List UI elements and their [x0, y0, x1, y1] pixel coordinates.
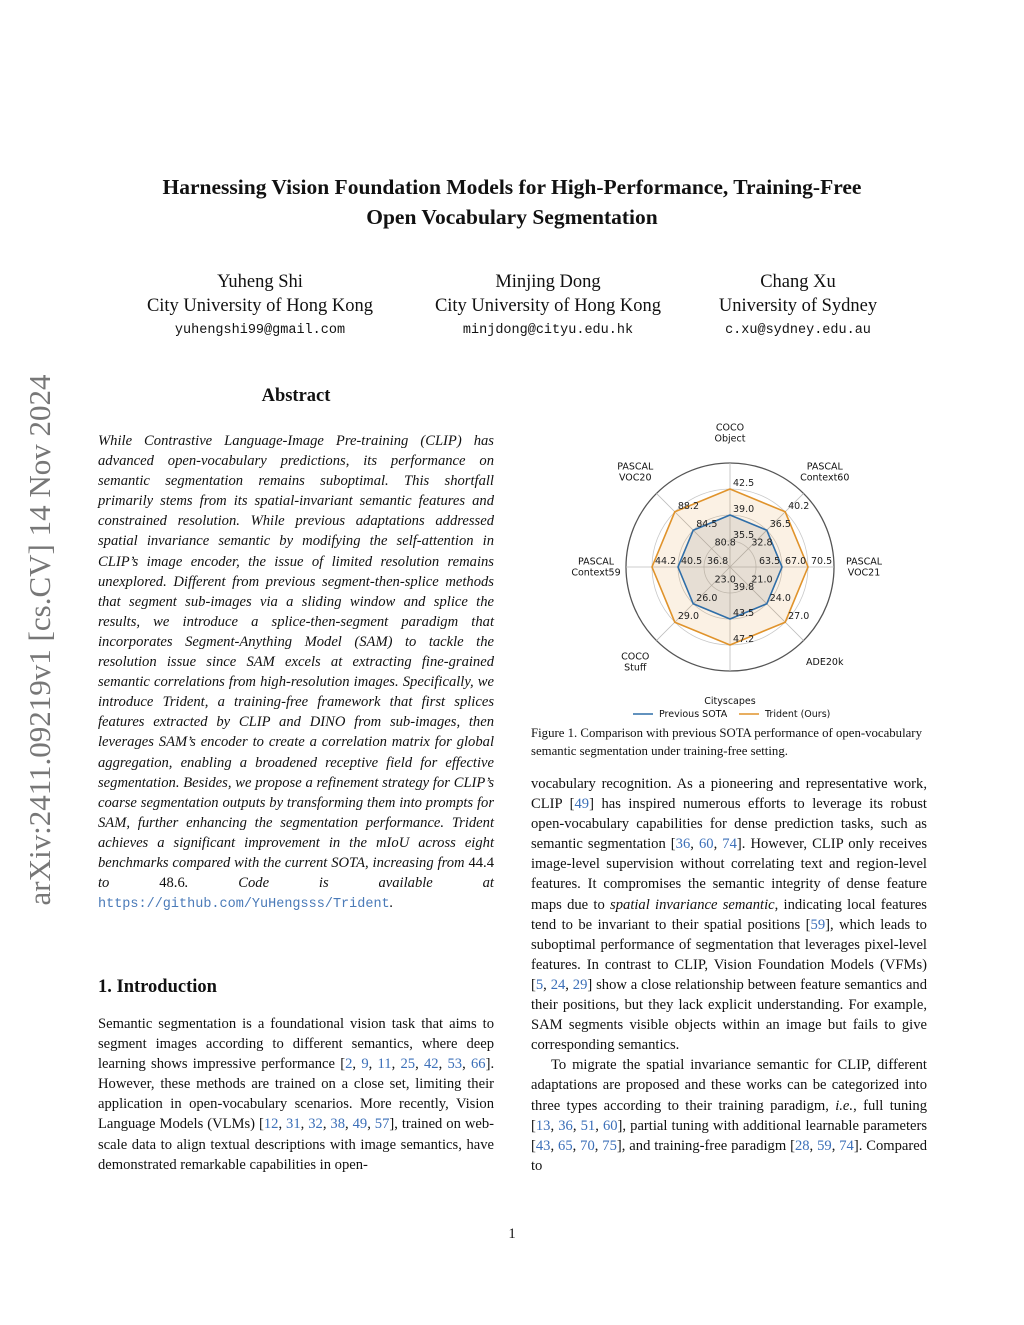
axis-label-line: VOC20	[618, 472, 652, 484]
abstract-code-text: . Code is available at	[184, 875, 494, 892]
axis-label-line: PASCAL	[577, 556, 615, 568]
citation-link[interactable]: 42	[423, 1056, 439, 1073]
author-block-2	[418, 270, 678, 344]
citation-link[interactable]: 11	[377, 1056, 392, 1073]
previous-sota-value-label: 43.5	[733, 608, 755, 619]
axis-label-line: VOC21	[847, 567, 881, 579]
code-link[interactable]: https://github.com/YuHengsss/Trident	[98, 897, 390, 913]
axis-label	[704, 696, 755, 707]
axis-label	[800, 462, 849, 484]
citation-link[interactable]: 70	[580, 1137, 595, 1154]
citation-link[interactable]: 13	[535, 1117, 551, 1134]
arxiv-stamp: arXiv:2411.09219v1 [cs.CV] 14 Nov 2024	[22, 374, 57, 906]
right-paragraph-1: vocabulary recognition. As a pioneering and representative work, CLIP [49] has inspired numerous efforts to leverage its robust open-vocabulary capabilities for dense prediction tasks, such as semantic segmentation [36, 60, 74]. However, CLIP only receives image-level supervision without correlating text and region-level features. It compromises the semantic integrity of dense feature maps due to spatial invariance semantic, indicating local features tend to be invariant to their spatial positions [59], which leads to suboptimal performance of segmentation that leverages pixel-level features. In contrast to CLIP, Vision Foundation Models (VFMs) [5, 24, 29] show a close relationship between feature semantics and their positions, but they lack explicit understanding. For example, SAM segments visible objects within an image but fails to give corresponding semantics.	[531, 776, 928, 1054]
axis-label-line: Stuff	[624, 662, 647, 674]
right-column-text	[531, 774, 927, 1176]
author-name: Yuheng Shi	[217, 272, 303, 292]
axis-label	[806, 657, 844, 668]
author-block-3	[690, 270, 906, 344]
inner-tick-label: 32.8	[751, 537, 773, 549]
author-affiliation: City University of Hong Kong	[434, 296, 662, 316]
citation-link[interactable]: 74	[839, 1137, 854, 1154]
abstract-text	[98, 431, 494, 915]
axis-label	[715, 423, 746, 445]
citation-link[interactable]: 59	[817, 1137, 832, 1154]
author-email[interactable]: minjdong@cityu.edu.hk	[462, 323, 634, 338]
abstract-heading: Abstract	[261, 386, 331, 406]
citation-link[interactable]: 75	[602, 1137, 617, 1154]
author-email[interactable]: yuhengshi99@gmail.com	[174, 323, 346, 338]
legend-trident-label: Trident (Ours)	[765, 709, 831, 720]
citation-link[interactable]: 49	[574, 796, 590, 813]
axis-label	[571, 557, 620, 579]
inner-tick-label: 23.0	[714, 574, 736, 586]
axis-label-line: PASCAL	[806, 461, 843, 473]
author-name: Chang Xu	[760, 272, 836, 292]
axis-label	[621, 651, 649, 673]
trident-value-label: 44.2	[655, 556, 677, 567]
inner-tick-label: 63.5	[759, 556, 781, 567]
intro-paragraph: Semantic segmentation is a foundational vision task that aims to segment images according to different semantics, where deep learning shows impressive performance [2, 9, 11, 25, 42, 53, 66]. However, these methods are trained on a close set, limiting their application in open-vocabulary scenarios. More recently, Vision Language Models (VLMs) [12, 31, 32, 38, 49, 57], trained on web-scale data to align textual descriptions with image semantics, have demonstrated remarkable capabilities in open-	[98, 1016, 495, 1173]
citation-link[interactable]: 57	[374, 1116, 390, 1133]
right-paragraph-2: To migrate the spatial invariance semantic for CLIP, different adaptations are proposed and these works can be categorized into three types according to their training paradigm, i.e., full tuning [13, 36, 51, 60], partial tuning with additional learnable parameters [43, 65, 70, 75], and training-free paradigm [28, 59, 74]. Compared to	[531, 1057, 928, 1174]
citation-link[interactable]: 43	[535, 1137, 551, 1154]
previous-sota-value-label: 84.5	[696, 519, 718, 531]
abstract-to-value: 48.6	[159, 875, 185, 892]
figure-1	[545, 384, 925, 724]
trident-value-label: 47.2	[733, 634, 755, 645]
trident-value-label: 40.2	[788, 500, 810, 512]
inner-tick-label: 36.8	[707, 556, 729, 567]
axis-label	[846, 557, 883, 579]
title-line-2: Open Vocabulary Segmentation	[366, 205, 658, 229]
trident-value-label: 42.5	[733, 478, 755, 489]
previous-sota-value-label: 40.5	[681, 556, 703, 567]
abstract-body: While Contrastive Language-Image Pre-training (CLIP) has advanced open-vocabulary predictions, its performance on semantic segmentation remains suboptimal. This shortfall primarily stems from its spatial-invariant semantic features and constrained resolution. While previous adaptations addressed spatial invariance semantic by modifying the self-attention in CLIP’s image encoder, the issue of limited resolution remains unexplored. Different from previous segment-then-splice methods that segment sub-images via a sliding window and splice the results, we introduce a splice-then-segment paradigm that incorporates Segment-Anything Model (SAM) to tackle the resolution issue since SAM excels at extracting fine-grained semantic correlations from high-resolution images. Specifically, we introduce Trident, a training-free framework that first splices features extracted by CLIP and DINO from sub-images, then leverages SAM’s encoder to create a correlation matrix for global aggregation, enabling a broadened receptive field for effective segmentation. Besides, we propose a refinement strategy for CLIP’s coarse segmentation outputs by transforming them into prompts for SAM, further enhancing the segmentation performance. Trident achieves a significant improvement in the mIoU across eight benchmarks compared with the current SOTA, increasing from	[98, 433, 494, 871]
abstract-end: .	[389, 895, 394, 912]
previous-sota-value-label: 67.0	[785, 556, 807, 567]
axis-label-line: Cityscapes	[704, 696, 756, 707]
inner-tick-label: 80.8	[714, 537, 736, 549]
axis-label-line: Context59	[571, 567, 621, 579]
previous-sota-value-label: 36.5	[769, 519, 791, 531]
inner-tick-label: 35.5	[733, 530, 755, 541]
radar-chart	[545, 384, 925, 724]
citation-link[interactable]: 74	[722, 836, 737, 853]
author-name: Minjing Dong	[495, 272, 601, 292]
figure-caption: Figure 1. Comparison with previous SOTA performance of open-vocabulary semantic segmentation under training-free setting.	[531, 726, 922, 758]
previous-sota-value-label: 39.0	[733, 504, 755, 515]
emphasis-text: i.e.	[835, 1097, 854, 1114]
axis-label-line: ADE20k	[806, 656, 844, 668]
title-line-1: Harnessing Vision Foundation Models for High-Performance, Training-Free	[162, 175, 862, 199]
citation-link[interactable]: 38	[330, 1116, 345, 1133]
previous-sota-value-label: 24.0	[769, 592, 791, 604]
citation-link[interactable]: 24	[550, 976, 566, 993]
trident-value-label: 70.5	[811, 556, 833, 567]
author-email[interactable]: c.xu@sydney.edu.au	[725, 323, 871, 338]
abstract-to-word: to	[98, 875, 160, 892]
citation-link[interactable]: 36	[675, 836, 691, 853]
citation-link[interactable]: 25	[400, 1056, 416, 1073]
page-number: 1	[508, 1226, 516, 1242]
citation-link[interactable]: 60	[698, 836, 714, 853]
citation-link[interactable]: 59	[810, 916, 826, 933]
citation-link[interactable]: 60	[602, 1117, 618, 1134]
axis-label-line: COCO	[715, 422, 745, 434]
citation-link[interactable]: 49	[352, 1116, 368, 1133]
axis-label-line: PASCAL	[617, 461, 654, 473]
axis-label-line: Context60	[800, 472, 850, 484]
citation-link[interactable]: 5	[535, 976, 544, 993]
inner-tick-label: 39.8	[733, 582, 755, 593]
paper-title	[100, 172, 924, 232]
citation-link[interactable]: 36	[558, 1117, 573, 1134]
section-heading-introduction: 1. Introduction	[98, 977, 217, 997]
axis-label-line: PASCAL	[845, 556, 883, 568]
citation-link[interactable]: 51	[580, 1117, 596, 1134]
emphasis-text: spatial invariance semantic	[610, 896, 775, 913]
citation-link[interactable]: 32	[308, 1116, 323, 1133]
trident-value-label: 88.2	[677, 500, 700, 512]
citation-link[interactable]: 53	[447, 1056, 463, 1073]
citation-link[interactable]: 66	[470, 1056, 486, 1073]
trident-value-label: 27.0	[788, 611, 810, 623]
citation-link[interactable]: 9	[361, 1056, 369, 1073]
citation-link[interactable]: 31	[286, 1116, 301, 1133]
author-block-1	[130, 270, 390, 344]
citation-link[interactable]: 2	[345, 1056, 353, 1073]
author-affiliation: University of Sydney	[718, 296, 878, 316]
citation-link[interactable]: 12	[263, 1116, 279, 1133]
previous-sota-value-label: 26.0	[696, 592, 718, 604]
citation-link[interactable]: 29	[572, 976, 588, 993]
trident-value-label: 29.0	[677, 611, 700, 623]
abstract-from-value: 44.4	[468, 854, 494, 871]
citation-link[interactable]: 28	[794, 1137, 810, 1154]
axis-label-line: COCO	[621, 651, 650, 663]
legend-previous-sota-label: Previous SOTA	[659, 709, 728, 720]
axis-label	[617, 462, 654, 484]
inner-tick-label: 21.0	[751, 574, 773, 586]
author-affiliation: City University of Hong Kong	[146, 296, 374, 316]
series-previous-sota-area	[678, 515, 782, 619]
citation-link[interactable]: 65	[558, 1137, 573, 1154]
axis-label-line: Object	[714, 433, 746, 445]
